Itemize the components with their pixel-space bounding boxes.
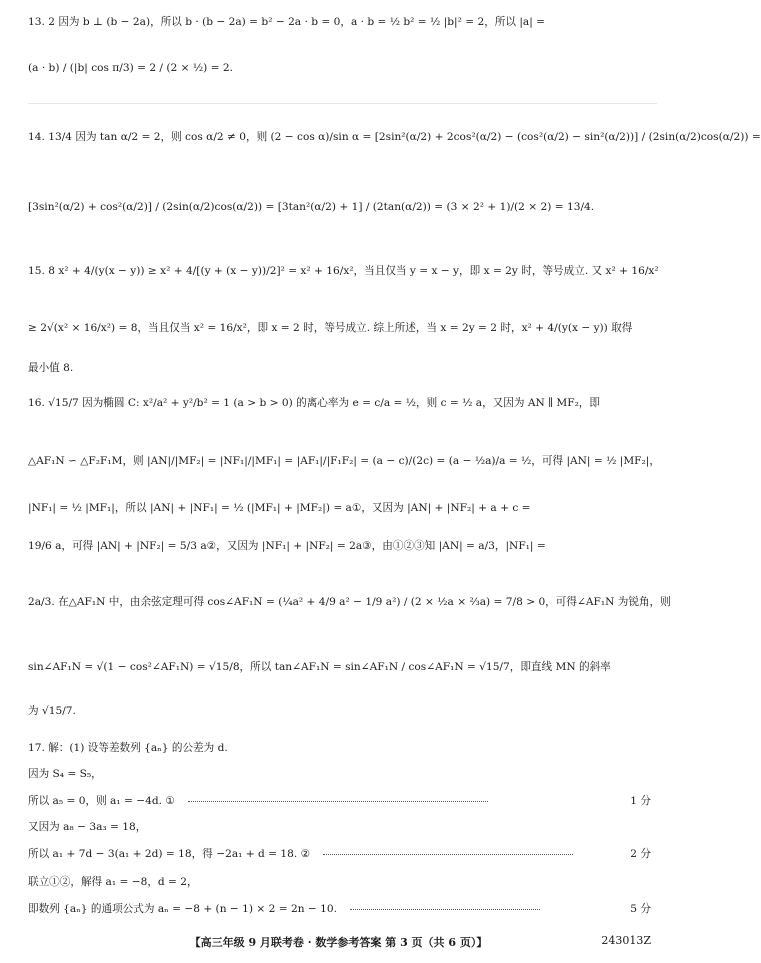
problem-16-line-4: 19/6 a，可得 |AN| + |NF₂| = 5/3 a②，又因为 |NF₁| + |NF₂| = 2a③，由①②③知 |AN| = a/3，|NF₁| = — [28, 540, 546, 552]
leader-dots — [350, 909, 540, 910]
problem-13-line-2: (a · b) / (|b| cos π/3) = 2 / (2 × ½) = 2. — [28, 62, 233, 74]
problem-17-line-1: 17. 解：(1) 设等差数列 {aₙ} 的公差为 d. — [28, 742, 228, 754]
problem-17-line-2: 因为 S₄ = S₅， — [28, 768, 102, 780]
problem-17-line-5 — [0, 848, 677, 861]
problem-13-line-1: 13. 2 因为 b ⊥ (b − 2a)，所以 b · (b − 2a) = b² − 2a · b = 0，a · b = ½ b² = ½ |b|² = 2，所以 |a| = — [28, 16, 546, 28]
problem-17-line-7-points: 5 分 — [630, 903, 651, 915]
problem-17-line-4: 又因为 a₈ − 3a₃ = 18， — [28, 821, 147, 833]
problem-17-line-3-points: 1 分 — [630, 795, 651, 807]
problem-16-line-7: 为 √15/7. — [28, 705, 76, 717]
leader-dots — [188, 801, 488, 802]
problem-17-line-6: 联立①②，解得 a₁ = −8，d = 2， — [28, 876, 198, 888]
page-footer-code: 243013Z — [601, 934, 651, 947]
problem-16-line-1: 16. √15/7 因为椭圆 C: x²/a² + y²/b² = 1 (a > b > 0) 的离心率为 e = c/a = ½，则 c = ½ a，又因为 AN ∥ MF₂，即 — [28, 397, 600, 409]
section-divider — [28, 103, 657, 104]
problem-17-line-3-text: 所以 a₅ = 0，则 a₁ = −4d. ① — [28, 795, 175, 807]
problem-17-line-5-points: 2 分 — [630, 848, 651, 860]
problem-15-line-3: 最小值 8. — [28, 362, 74, 374]
problem-17-line-3 — [0, 795, 677, 808]
problem-16-line-3: |NF₁| = ½ |MF₁|，所以 |AN| + |NF₁| = ½ (|MF₁| + |MF₂|) = a①，又因为 |AN| + |NF₂| + a + c = — [28, 502, 531, 514]
problem-16-line-6: sin∠AF₁N = √(1 − cos²∠AF₁N) = √15/8，所以 tan∠AF₁N = sin∠AF₁N / cos∠AF₁N = √15/7，即直线 MN 的斜率 — [28, 661, 611, 673]
problem-17-line-7 — [0, 903, 677, 916]
problem-16-line-2: △AF₁N ∽ △F₂F₁M，则 |AN|/|MF₂| = |NF₁|/|MF₁| = |AF₁|/|F₁F₂| = (a − c)/(2c) = (a − ½a)/a = ½，可得 |AN| = ½ |MF₂|， — [28, 455, 660, 467]
problem-15-line-2: ≥ 2√(x² × 16/x²) = 8，当且仅当 x² = 16/x²，即 x = 2 时，等号成立. 综上所述，当 x = 2y = 2 时，x² + 4/(y(x − y)) 取得 — [28, 322, 633, 334]
problem-17-line-7-text: 即数列 {aₙ} 的通项公式为 aₙ = −8 + (n − 1) × 2 = 2n − 10. — [28, 903, 337, 915]
problem-16-line-5: 2a/3. 在△AF₁N 中，由余弦定理可得 cos∠AF₁N = (¼a² + 4/9 a² − 1/9 a²) / (2 × ½a × ⅔a) = 7/8 > 0，可得∠AF₁N 为锐角，则 — [28, 596, 671, 608]
page-footer-title: 【高三年级 9 月联考卷 · 数学参考答案 第 3 页（共 6 页）】 — [189, 936, 488, 949]
problem-14-line-2: [3sin²(α/2) + cos²(α/2)] / (2sin(α/2)cos(α/2)) = [3tan²(α/2) + 1] / (2tan(α/2)) = (3 × 2² + 1)/(2 × 2) = 13/4. — [28, 201, 595, 213]
problem-15-line-1: 15. 8 x² + 4/(y(x − y)) ≥ x² + 4/[(y + (x − y))/2]² = x² + 16/x²，当且仅当 y = x − y，即 x = 2y 时，等号成立. 又 x² + 16/x² — [28, 265, 659, 277]
problem-17-line-5-text: 所以 a₁ + 7d − 3(a₁ + 2d) = 18，得 −2a₁ + d = 18. ② — [28, 848, 311, 860]
problem-14-line-1: 14. 13/4 因为 tan α/2 = 2，则 cos α/2 ≠ 0，则 (2 − cos α)/sin α = [2sin²(α/2) + 2cos²(α/2) − (cos²(α/2) − sin²(α/2))] / (2sin(α/2)cos(α/2)) = — [28, 131, 761, 143]
leader-dots — [323, 854, 573, 855]
